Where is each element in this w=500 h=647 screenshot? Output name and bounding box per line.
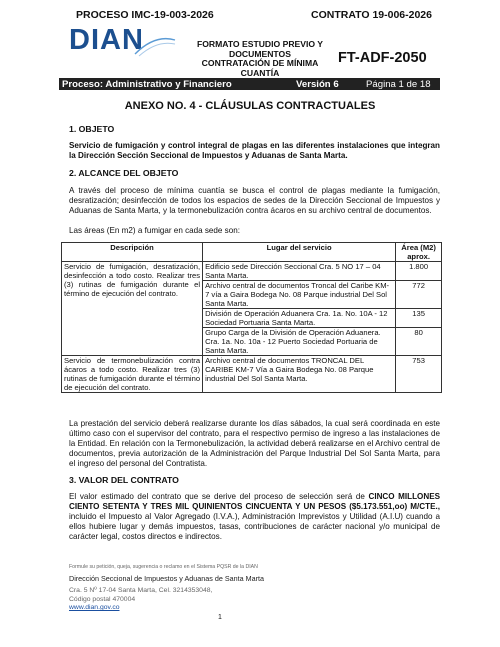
process-band — [59, 78, 440, 90]
format-line: CUANTÍA — [240, 67, 280, 78]
lugar-cell: División de Operación Aduanera Cra. 1a. No. 10A - 12 Sociedad Portuaria Santa Marta. — [203, 309, 396, 328]
area-cell: 1.800 — [396, 262, 442, 281]
objeto-text: Servicio de fumigación y control integral de plagas en las diferentes instalaciones que integran la Dirección Sección Seccional de Impuestos y Aduanas de Santa Marta. — [69, 141, 440, 160]
footer-office: Dirección Seccional de Impuestos y Aduanas de Santa Marta — [69, 574, 264, 583]
lugar-cell: Archivo central de documentos Troncal del Caribe KM-7 vía a Gaira Bodega No. 08 Parque industrial Del Sol Santa Marta. — [203, 281, 396, 309]
valor-pre: El valor estimado del contrato que se derive del proceso de selección será de — [69, 492, 369, 501]
dian-logo — [69, 22, 179, 62]
logo-swoosh-icon — [133, 36, 177, 58]
contrato-number: CONTRATO 19-006-2026 — [311, 9, 432, 21]
logo-text: DIAN — [69, 24, 144, 56]
header-descripcion: Descripción — [62, 243, 203, 262]
document-header-top — [76, 9, 432, 21]
format-code: FT-ADF-2050 — [338, 50, 427, 66]
footer-note: Formule su petición, queja, sugerencia o reclamo en el Sistema PQSR de la DIAN — [69, 564, 258, 570]
areas-table — [61, 242, 442, 393]
lugar-cell: Edificio sede Dirección Seccional Cra. 5 NO 17 – 04 Santa Marta. — [203, 262, 396, 281]
table-row — [62, 356, 442, 393]
format-line: CONTRATACIÓN DE MÍNIMA — [201, 58, 319, 69]
alcance-heading: 2. ALCANCE DEL OBJETO — [69, 168, 179, 178]
table-header-row — [62, 243, 442, 262]
area-cell: 135 — [396, 309, 442, 328]
lugar-cell: Archivo central de documentos TRONCAL DEL CARIBE KM-7 Vía a Gaira Bodega No. 08 Parque industrial Del Sol Santa Marta. — [203, 356, 396, 393]
header-area: Área (M2) aprox. — [396, 243, 442, 262]
band-pagina: Página 1 de 18 — [366, 78, 431, 90]
desc-termonebulizacion: Servicio de termonebulización contra ácaros a todo costo. Realizar tres (3) rutinas de fumigación durante el término de ejecución del contrato. — [62, 356, 203, 393]
prestacion-text: La prestación del servicio deberá realizarse durante los días sábados, la cual será coordinada en este último caso con el supervisor del contrato, para el respectivo permiso de ingreso a las instalaciones de la Entidad. En relación con la Termonebulización, la actividad deberá realizarse en el Archivo central de documentos, previa autorización de la Administración del Parque Industrial Del Sol Santa Marta, para el ingreso del personal del Contratista. — [69, 419, 440, 468]
header-lugar: Lugar del servicio — [203, 243, 396, 262]
annex-title: ANEXO NO. 4 - CLÁUSULAS CONTRACTUALES — [124, 100, 376, 112]
valor-heading: 3. VALOR DEL CONTRATO — [69, 475, 179, 485]
table-row — [62, 262, 442, 281]
format-line: DOCUMENTOS — [229, 48, 291, 59]
format-title — [195, 40, 325, 78]
alcance-text: A través del proceso de mínima cuantía se busca el control de plagas mediante la fumigación, desratización; desinfección de todos los espacios de sedes de la Dirección Seccional de Impuestos y Aduanas de Santa Marta, y la termonebulización contra ácaros en su archivo central de documentos. — [69, 186, 440, 215]
valor-post: incluido el Impuesto al Valor Agregado (I.V.A.), Administración Imprevistos y Utilidad (A.I.U) cuando a ellos hubiere lugar y demás impuestos, tasas, contribuciones de carácter nacional y/o municipal de carácter legal, costos directos e indirectos. — [69, 512, 440, 541]
footer-address-block — [69, 586, 212, 604]
area-cell: 80 — [396, 328, 442, 356]
desc-fumigacion: Servicio de fumigación, desratización, desinfección a todo costo. Realizar tres (3) rutinas de fumigación durante el término de ejecución del contrato. — [62, 262, 203, 356]
band-version: Versión 6 — [296, 78, 339, 90]
lugar-cell: Grupo Carga de la División de Operación Aduanera. Cra. 1a. No. 10a - 12 Puerto Sociedad Portuaria de Santa Marta. — [203, 328, 396, 356]
proceso-number: PROCESO IMC-19-003-2026 — [76, 9, 214, 21]
page-number: 1 — [218, 614, 222, 621]
footer-address: Cra. 5 Nº 17-04 Santa Marta, Cel. 3214353048, — [69, 587, 213, 594]
area-cell: 772 — [396, 281, 442, 309]
footer-website-link[interactable]: www.dian.gov.co — [69, 604, 120, 611]
band-proceso: Proceso: Administrativo y Financiero — [62, 78, 232, 90]
valor-text — [69, 492, 440, 542]
objeto-heading: 1. OBJETO — [69, 124, 115, 134]
footer-postal: Código postal 470004 — [69, 596, 136, 603]
format-line: FORMATO ESTUDIO PREVIO Y — [196, 39, 324, 49]
valor-amount: CINCO MILLONES CIENTO SETENTA Y TRES MIL QUINIENTOS CINCUENTA Y UN PESOS ($5.173.551,oo) M/CTE., — [69, 492, 440, 511]
areas-intro: Las áreas (En m2) a fumigar en cada sede son: — [69, 226, 240, 235]
area-cell: 753 — [396, 356, 442, 393]
